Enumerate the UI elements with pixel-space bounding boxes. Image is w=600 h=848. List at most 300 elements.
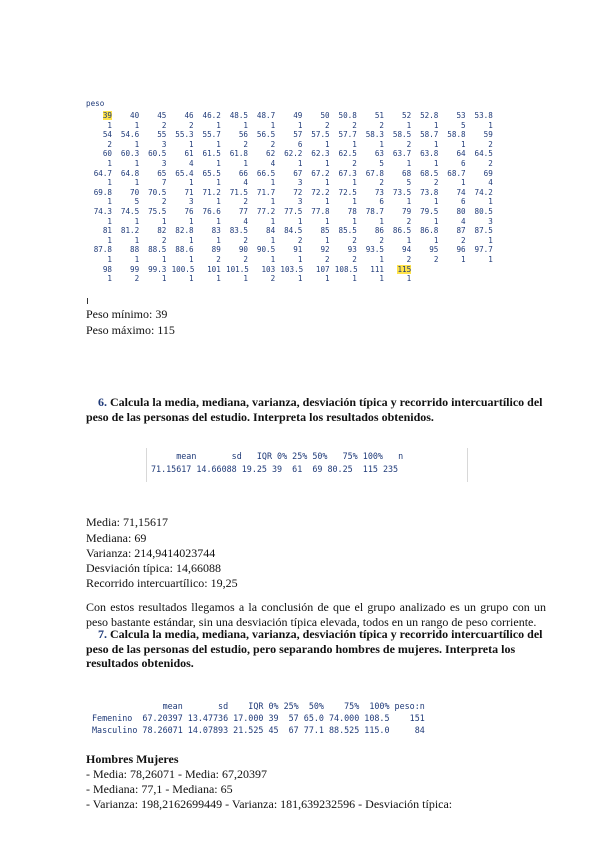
freq-value: 63 — [374, 149, 384, 159]
freq-value: 77.8 — [311, 207, 330, 216]
freq-count: 4 — [243, 178, 248, 188]
freq-value: 87.8 — [93, 245, 112, 255]
freq-value: 68.5 — [420, 168, 439, 178]
freq-count: 1 — [461, 178, 466, 188]
freq-table-value-row — [86, 111, 556, 121]
freq-count: 1 — [270, 255, 276, 264]
r-output-values: 71.15617 14.66088 19.25 39 61 69 80.25 115 235 — [151, 464, 399, 474]
freq-count: 4 — [461, 216, 466, 226]
freq-count: 1 — [189, 216, 194, 226]
freq-count: 1 — [243, 159, 248, 168]
freq-value: 77.5 — [284, 207, 303, 216]
freq-count: 1 — [488, 255, 493, 264]
freq-value: 58.7 — [420, 130, 439, 140]
freq-value: 79.5 — [420, 207, 439, 216]
freq-value: 103 — [261, 264, 276, 274]
freq-value: 62.5 — [338, 149, 357, 159]
freq-value: 52.8 — [420, 111, 439, 120]
freq-count: 2 — [325, 255, 330, 264]
freq-count: 1 — [325, 197, 330, 207]
freq-count: 6 — [461, 159, 466, 168]
freq-count: 1 — [107, 235, 112, 245]
highlighted-value: 39 — [102, 111, 112, 120]
freq-value: 60 — [102, 149, 112, 159]
freq-value: 56.5 — [256, 130, 276, 140]
freq-value: 69 — [483, 168, 493, 178]
freq-table-count-row — [86, 217, 556, 227]
freq-count: 3 — [488, 216, 493, 226]
freq-value: 67 — [293, 168, 303, 178]
freq-value: 78 — [347, 207, 357, 216]
freq-count: 1 — [270, 216, 276, 226]
freq-count: 1 — [406, 274, 412, 284]
freq-count: 1 — [433, 197, 439, 207]
freq-count: 1 — [297, 274, 303, 284]
freq-table-count-row — [86, 121, 556, 131]
freq-count: 1 — [352, 139, 357, 149]
freq-count: 1 — [216, 159, 221, 168]
freq-table-value-row — [86, 226, 556, 236]
freq-value: 61.5 — [202, 149, 221, 159]
freq-value: 91 — [293, 245, 303, 255]
freq-value: 59 — [483, 130, 493, 140]
freq-value: 93 — [347, 245, 357, 255]
freq-count: 1 — [161, 255, 167, 264]
freq-value: 57 — [293, 130, 303, 140]
freq-count: 1 — [433, 216, 439, 226]
conclusion-paragraph: Con estos resultados llegamos a la conclusión de que el grupo analizado es un grupo con un peso bastante estándar, sin una desviación típica elevada, todos en un rango de peso corriente. — [86, 600, 546, 629]
freq-count: 1 — [297, 216, 303, 226]
freq-value: 61 — [184, 149, 194, 159]
freq-value: 64.8 — [120, 168, 140, 178]
freq-value: 64.5 — [474, 149, 493, 159]
freq-value: 46.2 — [202, 111, 221, 120]
freq-count: 1 — [352, 197, 357, 207]
freq-value: 73 — [374, 187, 384, 197]
freq-count: 1 — [270, 178, 276, 188]
freq-value: 53 — [456, 111, 466, 120]
freq-value: 50 — [320, 111, 330, 120]
freq-count: 3 — [297, 197, 303, 207]
freq-table-count-row — [86, 159, 556, 169]
freq-value: 54.6 — [120, 130, 140, 140]
freq-value: 100.5 — [171, 264, 195, 274]
freq-value: 62.3 — [311, 149, 330, 159]
freq-count: 1 — [325, 216, 330, 226]
freq-count: 1 — [379, 255, 384, 264]
freq-value: 66.5 — [256, 168, 276, 178]
freq-count: 1 — [270, 235, 276, 245]
freq-count: 1 — [107, 159, 112, 168]
freq-value: 61.8 — [229, 149, 248, 159]
freq-value: 63.8 — [420, 149, 439, 159]
freq-value: 71.5 — [229, 187, 248, 197]
freq-value: 80 — [456, 207, 466, 216]
freq-count: 1 — [134, 139, 140, 149]
freq-count: 1 — [134, 216, 140, 226]
freq-value: 75.5 — [148, 207, 167, 216]
freq-count: 7 — [161, 178, 167, 188]
r-output-2-row-femenino: Femenino 67.20397 13.47736 17.000 39 57 65.0 74.000 108.5 151 — [92, 713, 425, 723]
freq-value: 62.2 — [284, 149, 303, 159]
freq-table-count-row — [86, 274, 556, 284]
freq-value: 49 — [293, 111, 303, 120]
freq-count: 1 — [297, 255, 303, 264]
freq-table-value-row — [86, 207, 556, 217]
freq-value: 87 — [456, 226, 466, 236]
freq-count: 1 — [161, 274, 167, 284]
freq-value: 82 — [157, 226, 167, 236]
freq-value: 97.7 — [474, 245, 493, 255]
freq-value: 70.5 — [148, 187, 167, 197]
freq-table-value-row — [86, 169, 556, 179]
r-output-2-header: mean sd IQR 0% 25% 50% 75% 100% peso:n — [92, 701, 425, 711]
freq-count: 1 — [134, 235, 140, 245]
freq-value: 68 — [402, 168, 412, 178]
freq-count: 1 — [107, 216, 112, 226]
freq-value: 55.3 — [175, 130, 194, 140]
freq-value: 46 — [184, 111, 194, 120]
freq-count: 1 — [352, 216, 357, 226]
freq-value: 68.7 — [447, 168, 466, 178]
freq-count: 1 — [216, 139, 221, 149]
freq-value: 103.5 — [280, 264, 304, 274]
freq-count: 1 — [325, 159, 330, 168]
freq-count: 2 — [433, 178, 439, 188]
freq-value: 85.5 — [338, 226, 357, 236]
freq-count: 1 — [189, 235, 194, 245]
freq-count: 1 — [161, 216, 167, 226]
freq-value: 71.7 — [256, 187, 276, 197]
freq-value: 58.8 — [447, 130, 466, 140]
freq-count: 2 — [189, 120, 194, 130]
freq-count: 2 — [433, 255, 439, 264]
freq-value: 73.5 — [392, 187, 412, 197]
freq-value: 76 — [184, 207, 194, 216]
freq-value: 99.3 — [148, 264, 167, 274]
freq-count: 1 — [216, 120, 221, 130]
freq-value: 67.2 — [311, 168, 330, 178]
freq-value: 60.3 — [120, 149, 140, 159]
freq-count: 1 — [189, 255, 194, 264]
freq-value: 107 — [315, 264, 330, 274]
freq-value: 86.8 — [420, 226, 439, 236]
freq-count: 2 — [297, 235, 303, 245]
freq-count: 2 — [270, 274, 276, 284]
freq-value: 101.5 — [226, 264, 249, 274]
freq-value: 83.5 — [229, 226, 248, 236]
freq-table-label: peso — [86, 99, 105, 108]
freq-count: 1 — [216, 216, 221, 226]
freq-table-value-row — [86, 130, 556, 140]
freq-value: 71.2 — [202, 187, 221, 197]
freq-count: 1 — [379, 139, 384, 149]
freq-count: 5 — [134, 197, 140, 207]
stat-media: Media: 71,15617 — [86, 515, 168, 529]
stat-varianza: Varianza: 214,9414023744 — [86, 546, 216, 560]
freq-count: 3 — [297, 178, 303, 188]
question-6 — [86, 395, 546, 424]
freq-count: 1 — [461, 139, 466, 149]
freq-table-value-row — [86, 188, 556, 198]
freq-count: 1 — [433, 159, 439, 168]
freq-count: 1 — [406, 120, 412, 130]
freq-value: 56 — [238, 130, 248, 140]
freq-value: 51 — [374, 111, 384, 120]
freq-count: 6 — [297, 139, 303, 149]
freq-count: 3 — [161, 139, 167, 149]
gender-line-mediana: - Mediana: 77,1 - Mediana: 65 — [86, 782, 233, 796]
freq-value: 40 — [130, 111, 140, 120]
gender-line-varianza: - Varianza: 198,2162699449 - Varianza: 181,639232596 - Desviación típica: — [86, 797, 453, 811]
r-output-header: mean sd IQR 0% 25% 50% 75% 100% n — [151, 451, 404, 461]
freq-value: 72.2 — [311, 187, 330, 197]
freq-count: 2 — [243, 197, 248, 207]
freq-value: 78.7 — [365, 207, 384, 216]
freq-count: 2 — [107, 139, 112, 149]
freq-value: 55.7 — [202, 130, 221, 140]
freq-value: 52 — [402, 111, 412, 120]
peso-minimo: Peso mínimo: 39 — [86, 307, 168, 321]
freq-value: 77 — [238, 207, 248, 216]
freq-count: 2 — [352, 235, 357, 245]
freq-value: 70 — [130, 187, 140, 197]
freq-value: 58.3 — [365, 130, 384, 140]
freq-value: 64.7 — [93, 168, 112, 178]
freq-value: 55 — [157, 130, 167, 140]
freq-count: 1 — [379, 274, 384, 284]
freq-value: 90.5 — [256, 245, 276, 255]
freq-table-value-row — [86, 149, 556, 159]
freq-count: 2 — [379, 235, 384, 245]
freq-count: 2 — [461, 235, 466, 245]
freq-count: 2 — [216, 255, 221, 264]
peso-maximo: Peso máximo: 115 — [86, 323, 175, 337]
freq-count: 1 — [107, 120, 112, 130]
freq-count: 2 — [134, 274, 140, 284]
freq-value: 58.5 — [392, 130, 412, 140]
freq-value: 111 — [370, 264, 384, 274]
freq-count: 1 — [216, 178, 221, 188]
freq-count: 2 — [270, 139, 276, 149]
freq-count: 1 — [406, 197, 412, 207]
freq-count: 1 — [107, 197, 112, 207]
freq-count: 5 — [461, 120, 466, 130]
freq-value: 65.4 — [175, 168, 194, 178]
freq-count: 1 — [352, 178, 357, 188]
freq-count: 1 — [189, 178, 194, 188]
freq-value — [389, 265, 411, 274]
freq-value: 50.8 — [338, 111, 357, 120]
freq-value: 67.3 — [338, 168, 357, 178]
freq-count: 1 — [216, 274, 221, 284]
freq-count: 1 — [216, 197, 221, 207]
stat-recorrido: Recorrido intercuartílico: 19,25 — [86, 576, 238, 590]
freq-value: 88 — [130, 245, 140, 255]
freq-count: 1 — [270, 120, 276, 130]
freq-count: 2 — [379, 120, 384, 130]
freq-value: 90 — [238, 245, 248, 255]
freq-count: 1 — [406, 235, 412, 245]
question-7 — [86, 627, 546, 671]
freq-value: 74.3 — [93, 207, 112, 216]
freq-value: 74.5 — [120, 207, 140, 216]
freq-count: 2 — [488, 139, 493, 149]
gender-block-title: Hombres Mujeres — [86, 752, 179, 766]
stat-desviacion: Desviación típica: 14,66088 — [86, 561, 221, 575]
freq-count: 4 — [270, 159, 276, 168]
freq-value: 95 — [429, 245, 439, 255]
freq-value: 57.7 — [338, 130, 357, 140]
freq-value: 73.8 — [420, 187, 439, 197]
freq-count: 1 — [107, 178, 112, 188]
freq-value: 74 — [456, 187, 466, 197]
r-output-by-gender — [92, 701, 512, 741]
freq-count: 1 — [107, 255, 112, 264]
freq-value: 83 — [211, 226, 221, 236]
freq-count: 1 — [488, 235, 493, 245]
freq-count: 1 — [134, 255, 140, 264]
question-7-text: Calcula la media, mediana, varianza, desviación típica y recorrido intercuartílico del peso de las personas del estudio, pero separando hombres de mujeres. Interpreta los resultados obtenidos. — [86, 627, 543, 670]
freq-count: 1 — [379, 216, 384, 226]
freq-value: 66 — [238, 168, 248, 178]
freq-count: 1 — [433, 235, 439, 245]
freq-count: 1 — [325, 139, 330, 149]
freq-value: 88.6 — [175, 245, 194, 255]
freq-count: 2 — [406, 255, 412, 264]
freq-value: 81.2 — [120, 226, 140, 236]
freq-value: 72.5 — [338, 187, 357, 197]
question-6-text: Calcula la media, mediana, varianza, desviación típica y recorrido intercuartílico del peso de las personas del estudio. Interpreta los resultados obtenidos. — [86, 395, 543, 424]
freq-value: 81 — [102, 226, 112, 236]
freq-table-count-row — [86, 140, 556, 150]
freq-value: 45 — [157, 111, 167, 120]
freq-value: 74.2 — [474, 187, 493, 197]
freq-value: 64 — [456, 149, 466, 159]
freq-value: 63.7 — [392, 149, 412, 159]
r-output-summary — [146, 448, 468, 482]
freq-count: 4 — [189, 159, 194, 168]
freq-value: 71 — [184, 187, 194, 197]
freq-value: 53.8 — [474, 111, 493, 120]
freq-count: 2 — [325, 120, 330, 130]
freq-count: 2 — [161, 120, 167, 130]
freq-count: 6 — [379, 197, 384, 207]
freq-count: 1 — [433, 139, 439, 149]
freq-value: 87.5 — [474, 226, 493, 236]
question-6-number: 6. — [98, 395, 107, 409]
freq-value: 79 — [402, 207, 412, 216]
freq-count: 1 — [406, 159, 412, 168]
cursor-mark — [87, 298, 88, 304]
freq-value: 72 — [293, 187, 303, 197]
freq-count: 3 — [189, 197, 194, 207]
freq-value: 84 — [266, 226, 276, 236]
freq-value: 48.5 — [229, 111, 248, 120]
freq-count: 1 — [107, 274, 112, 284]
freq-value: 92 — [320, 245, 330, 255]
freq-count: 2 — [379, 178, 384, 188]
freq-value: 89 — [211, 245, 221, 255]
freq-count: 1 — [297, 159, 303, 168]
freq-count: 2 — [161, 235, 167, 245]
freq-count: 1 — [216, 235, 221, 245]
freq-value: 80.5 — [474, 207, 493, 216]
freq-count: 6 — [461, 197, 466, 207]
freq-value: 82.8 — [175, 226, 194, 236]
freq-count: 1 — [189, 274, 194, 284]
freq-count: 2 — [243, 139, 248, 149]
freq-count: 1 — [352, 274, 357, 284]
freq-count: 1 — [189, 139, 194, 149]
freq-count: 5 — [379, 159, 384, 168]
freq-count: 1 — [461, 255, 466, 264]
freq-value: 76.6 — [202, 207, 221, 216]
freq-value: 67.8 — [365, 168, 384, 178]
freq-value: 65.5 — [202, 168, 221, 178]
freq-value: 93.5 — [365, 245, 384, 255]
freq-table-count-row — [86, 236, 556, 246]
freq-value: 88.5 — [148, 245, 167, 255]
freq-count: 1 — [325, 235, 330, 245]
freq-count: 4 — [243, 216, 248, 226]
freq-count: 4 — [488, 178, 493, 188]
freq-count: 2 — [406, 216, 412, 226]
freq-value: 101 — [207, 264, 221, 274]
freq-value: 48.7 — [256, 111, 276, 120]
freq-table-count-row — [86, 197, 556, 207]
freq-count: 1 — [488, 120, 493, 130]
freq-count: 2 — [243, 255, 248, 264]
freq-count: 1 — [325, 178, 330, 188]
freq-value: 65 — [157, 168, 167, 178]
freq-table-count-row — [86, 255, 556, 265]
freq-value: 85 — [320, 226, 330, 236]
freq-value — [90, 111, 112, 120]
freq-table-value-row — [86, 245, 556, 255]
freq-count: 1 — [270, 197, 276, 207]
freq-value: 99 — [130, 264, 140, 274]
freq-value: 62 — [266, 149, 276, 159]
freq-count: 2 — [406, 139, 412, 149]
freq-value: 86.5 — [392, 226, 412, 236]
freq-value: 96 — [456, 245, 466, 255]
freq-value: 84.5 — [284, 226, 303, 236]
gender-line-media: - Media: 78,26071 - Media: 67,20397 — [86, 767, 267, 781]
r-output-2-row-masculino: Masculino 78.26071 14.07893 21.525 45 67 77.1 88.525 115.0 84 — [92, 725, 425, 735]
freq-value: 98 — [102, 264, 112, 274]
freq-value: 108.5 — [334, 264, 358, 274]
freq-count: 1 — [134, 178, 140, 188]
freq-count: 3 — [161, 159, 167, 168]
stat-mediana: Mediana: 69 — [86, 531, 147, 545]
freq-count: 2 — [352, 159, 357, 168]
freq-count: 1 — [134, 120, 140, 130]
freq-count: 1 — [433, 120, 439, 130]
highlighted-value: 115 — [397, 264, 412, 274]
freq-count: 2 — [161, 197, 167, 207]
freq-count: 1 — [325, 274, 330, 284]
freq-value: 69.8 — [93, 187, 112, 197]
freq-count: 1 — [488, 197, 493, 207]
freq-value: 86 — [374, 226, 384, 236]
freq-value: 94 — [402, 245, 412, 255]
freq-table-count-row — [86, 178, 556, 188]
freq-count: 1 — [243, 274, 248, 284]
freq-count: 2 — [488, 159, 493, 168]
freq-count: 1 — [297, 120, 303, 130]
freq-count: 1 — [243, 120, 248, 130]
